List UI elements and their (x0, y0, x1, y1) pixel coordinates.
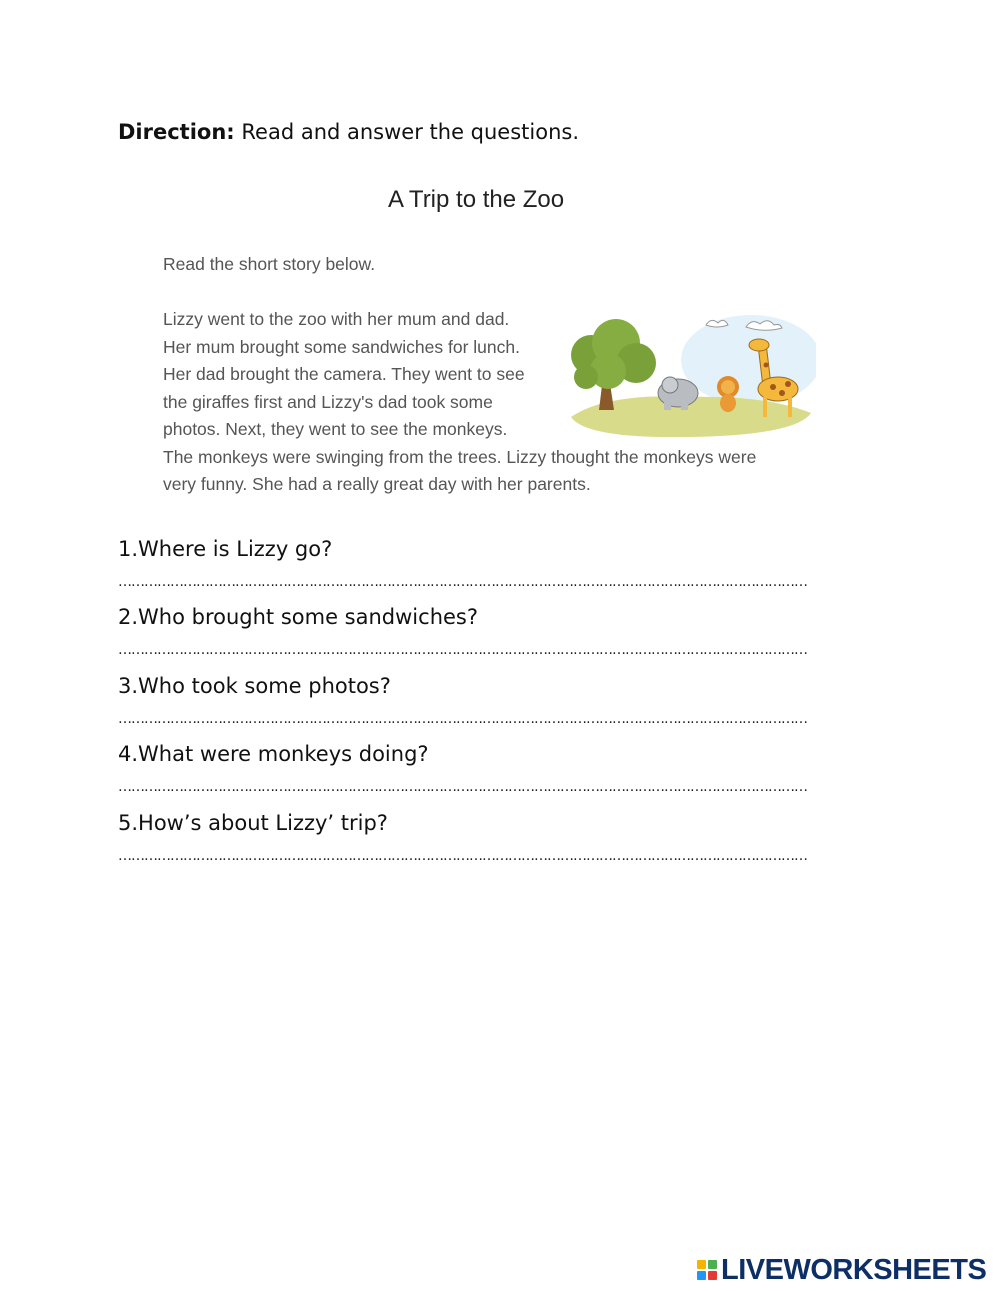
logo-text: LIVEWORKSHEETS (721, 1253, 987, 1286)
story-title: A Trip to the Zoo (388, 186, 565, 213)
logo-blocks-icon (697, 1260, 717, 1280)
direction-label: Direction: (118, 120, 235, 144)
zoo-illustration (566, 305, 816, 440)
logo-block (708, 1271, 717, 1280)
story-line: the giraffes first and Lizzy's dad took some (163, 391, 493, 412)
liveworksheets-logo (697, 1253, 987, 1286)
question-3: 3.Who took some photos? (118, 674, 391, 698)
answer-line-5[interactable] (118, 848, 808, 872)
direction-text: Read and answer the questions. (234, 120, 580, 144)
answer-line-4[interactable] (118, 779, 808, 803)
question-1: 1.Where is Lizzy go? (118, 537, 333, 561)
logo-block (697, 1260, 706, 1269)
story-intro: Read the short story below. (163, 254, 376, 274)
answer-line-3[interactable] (118, 711, 808, 735)
question-5: 5.How’s about Lizzy’ trip? (118, 811, 388, 835)
answer-line-2[interactable] (118, 642, 808, 666)
story-line: Her mum brought some sandwiches for lunch. (163, 336, 520, 357)
direction-line (118, 120, 579, 144)
story-line: photos. Next, they went to see the monkeys. (163, 419, 508, 439)
logo-block (708, 1260, 717, 1269)
question-4: 4.What were monkeys doing? (118, 742, 429, 766)
story-line: The monkeys were swinging from the trees. Lizzy thought the monkeys were (163, 446, 757, 467)
logo-block (697, 1271, 706, 1280)
answer-line-1[interactable] (118, 574, 808, 598)
story-line: very funny. She had a really great day with her parents. (163, 474, 591, 494)
question-2: 2.Who brought some sandwiches? (118, 605, 479, 629)
story-line: Lizzy went to the zoo with her mum and dad. (163, 309, 510, 329)
story-line: Her dad brought the camera. They went to see (163, 364, 525, 384)
